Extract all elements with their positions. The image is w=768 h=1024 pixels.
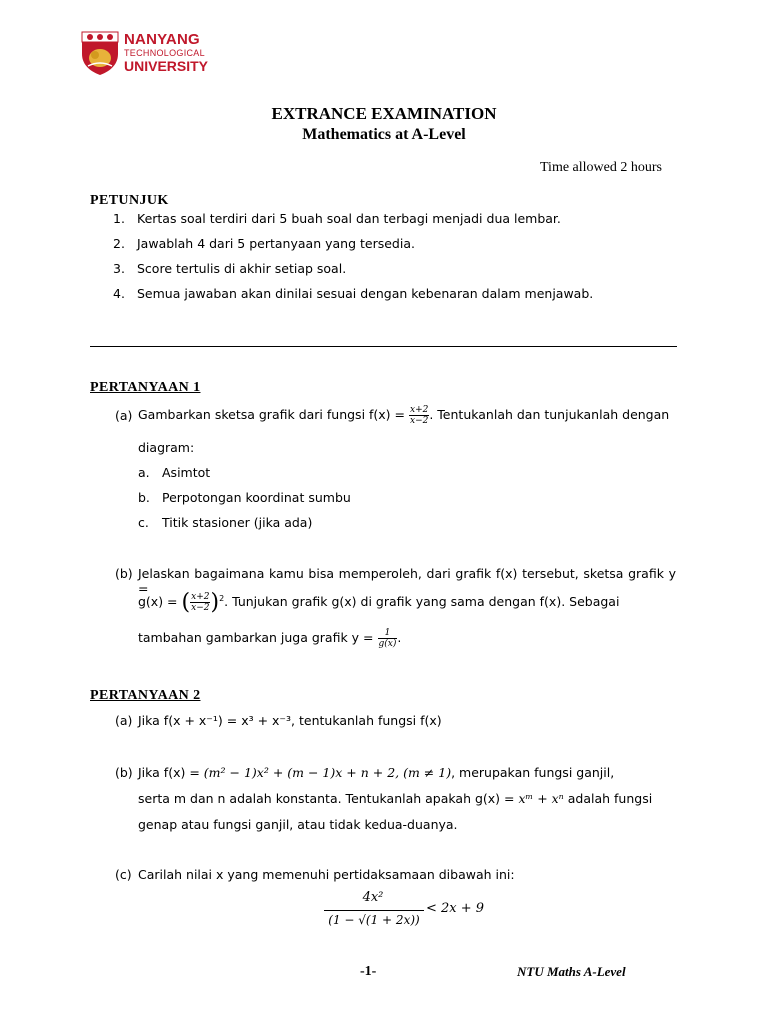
question-2-heading: PERTANYAAN 2 <box>90 688 201 703</box>
instruction-text: Score tertulis di akhir setiap soal. <box>137 261 347 276</box>
time-allowed: Time allowed 2 hours <box>540 160 662 175</box>
exam-subtitle: Mathematics at A-Level <box>302 126 466 143</box>
instruction-item <box>0 236 768 256</box>
question-2b-line-3: genap atau fungsi ganjil, atau tidak kedua-duanya. <box>138 817 458 832</box>
page-number: -1- <box>360 964 377 979</box>
instruction-number: 4. <box>113 286 125 301</box>
question-1-heading: PERTANYAAN 1 <box>90 380 201 395</box>
inequality-formula <box>322 890 502 934</box>
instruction-number: 2. <box>113 236 125 251</box>
fraction: $\frac{x+2}{x-2}$ <box>191 592 210 613</box>
logo-line-1: NANYANG <box>124 31 200 48</box>
logo-line-3: UNIVERSITY <box>124 58 209 74</box>
question-1b-line-1: (b) Jelaskan bagaimana kamu bisa memperoleh, dari grafik f(x) tersebut, sketsa grafik y = <box>115 566 676 596</box>
instruction-text: Jawablah 4 dari 5 pertanyaan yang tersedia. <box>137 236 415 251</box>
question-2b-line-1: (b) Jika f(x) = (m² − 1)x² + (m − 1)x + n + 2, (m ≠ 1), merupakan fungsi ganjil, <box>115 765 615 780</box>
question-2a: (a) Jika f(x + x⁻¹) = x³ + x⁻³, tentukanlah fungsi f(x) <box>115 713 442 728</box>
question-1b-line-3: tambahan gambarkan juga grafik y = $\frac{1}{g(x)}$ . <box>138 628 402 649</box>
crest-icon <box>80 30 120 76</box>
instruction-number: 3. <box>113 261 125 276</box>
part-label: (a) <box>115 408 133 423</box>
question-2c: (c) Carilah nilai x yang memenuhi pertidaksamaan dibawah ini: <box>115 867 515 882</box>
question-1a <box>0 405 768 435</box>
question-2b-line-2: serta m dan n adalah konstanta. Tentukanlah apakah g(x) = xᵐ + xⁿ adalah fungsi <box>138 791 653 806</box>
fraction: $\frac{x+2}{x-2}$ <box>410 405 429 426</box>
footer-label: NTU Maths A-Level <box>517 964 626 979</box>
part-label: (b) <box>115 765 133 780</box>
part-label: (c) <box>115 867 132 882</box>
question-1a-line-1: Gambarkan sketsa grafik dari fungsi f(x) = $\frac{x+2}{x-2}$ . Tentukanlah dan tunjukanlah dengan <box>138 405 670 426</box>
instruction-text: Kertas soal terdiri dari 5 buah soal dan terbagi menjadi dua lembar. <box>137 211 561 226</box>
part-label: (b) <box>115 566 133 581</box>
fraction: $\frac{1}{g(x)}$ <box>378 628 397 649</box>
subpoint: c. Titik stasioner (jika ada) <box>138 515 313 530</box>
instruction-item <box>0 286 768 306</box>
formula-rhs: < 2x + 9 <box>426 901 485 916</box>
part-label: (a) <box>115 713 133 728</box>
instruction-item <box>0 211 768 231</box>
formula-denominator: (1 − √(1 + 2x)) <box>328 913 420 927</box>
subpoint: b. Perpotongan koordinat sumbu <box>138 490 351 505</box>
instructions-heading: PETUNJUK <box>90 193 169 208</box>
question-1b-line-2: g(x) = ( $\frac{x+2}{x-2}$ )$^2$. Tunjukan grafik g(x) di grafik yang sama dengan f(x). Sebagai <box>138 590 620 615</box>
question-1a-line-2: diagram: <box>138 440 195 455</box>
formula-numerator: 4x² <box>362 890 384 905</box>
exam-title: EXTRANCE EXAMINATION <box>271 104 497 123</box>
instruction-item <box>0 261 768 281</box>
instruction-text: Semua jawaban akan dinilai sesuai dengan kebenaran dalam menjawab. <box>137 286 594 301</box>
instruction-number: 1. <box>113 211 125 226</box>
university-logo <box>80 30 230 78</box>
section-divider <box>90 346 677 347</box>
fraction-bar <box>324 910 424 911</box>
logo-line-2: TECHNOLOGICAL <box>124 48 205 58</box>
subpoint: a. Asimtot <box>138 465 211 480</box>
